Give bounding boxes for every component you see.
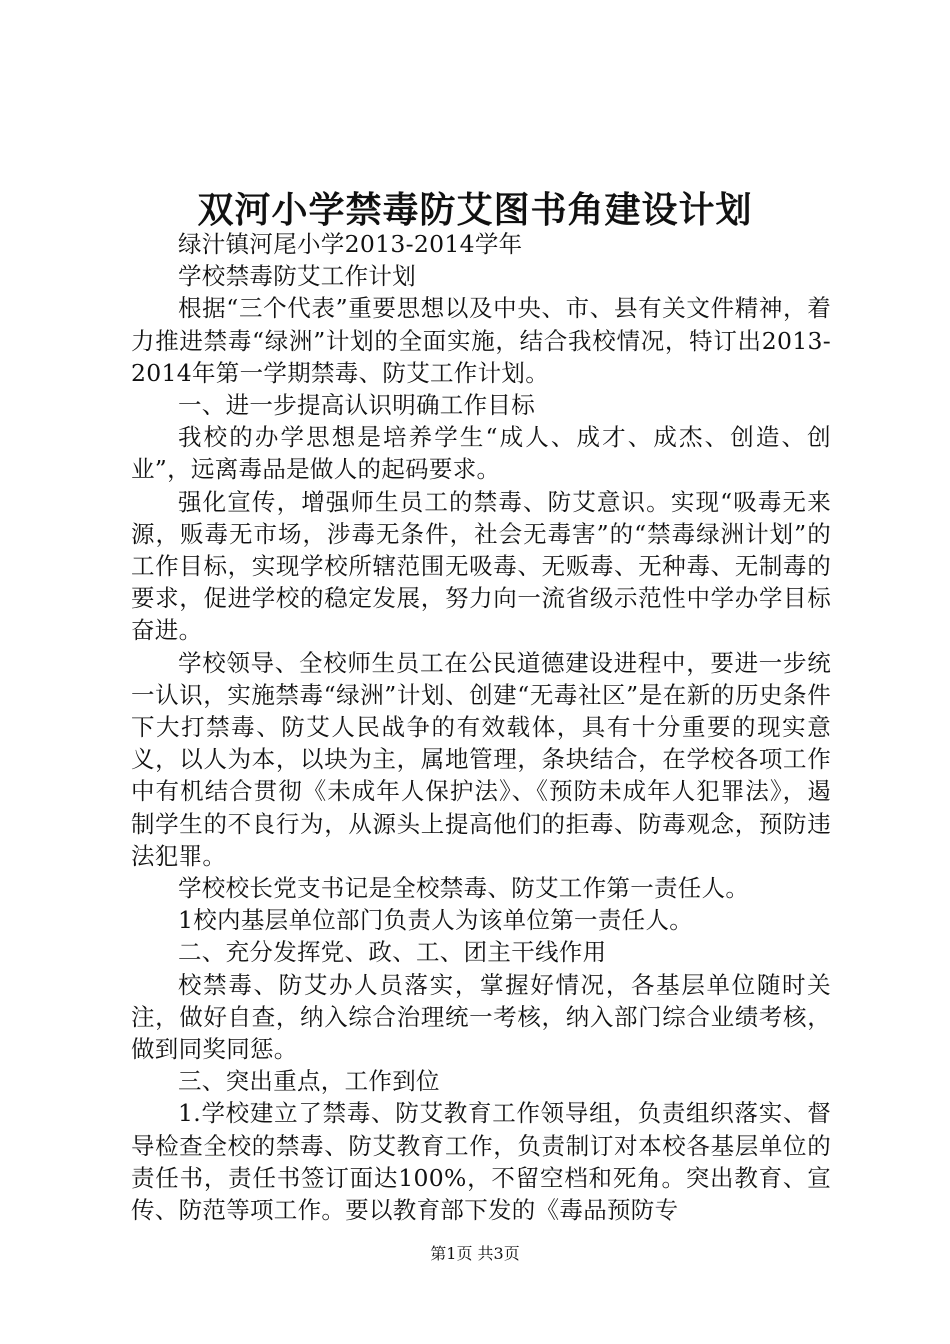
paragraph-principal-responsibility: 学校校长党支书记是全校禁毒、防艾工作第一责任人。 [178,874,750,903]
section-heading-1: 一、进一步提高认识明确工作目标 [178,391,535,420]
document-body [131,228,831,1226]
paragraph-staff-assessment: 校禁毒、防艾办人员落实，掌握好情况，各基层单位随时关注，做好自查，纳入综合治理统一考核，纳入部门综合业绩考核，做到同奖同惩。 [131,970,831,1064]
section-heading-3: 三、突出重点，工作到位 [178,1067,440,1096]
paragraph-leadership-group: 1.学校建立了禁毒、防艾教育工作领导组，负责组织落实、督导检查全校的禁毒、防艾教育工作，负责制订对本校各基层单位的责任书，责任书签订面达100%，不留空档和死角。突出教育、宣传、防范等项工作。要以教育部下发的《毒品预防专 [131,1099,831,1225]
paragraph-plan-name: 学校禁毒防艾工作计划 [178,262,416,291]
page-footer: 第1页 共3页 [430,1244,520,1263]
section-heading-2: 二、充分发挥党、政、工、团主干线作用 [178,938,607,967]
paragraph-unified-understanding: 学校领导、全校师生员工在公民道德建设进程中，要进一步统一认识，实施禁毒“绿洲”计划、创建“无毒社区”是在新的历史条件下大打禁毒、防艾人民战争的有效载体，具有十分重要的现实意义，以人为本，以块为主，属地管理，条块结合，在学校各项工作中有机结合贯彻《未成年人保护法》、《预防未成年人犯罪法》，遏制学生的不良行为，从源头上提高他们的拒毒、防毒观念，预防违法犯罪。 [131,648,831,870]
paragraph-school-philosophy: 我校的办学思想是培养学生“成人、成才、成杰、创造、创业”，远离毒品是做人的起码要求。 [131,423,831,484]
paragraph-unit-responsibility: 1校内基层单位部门负责人为该单位第一责任人。 [178,906,694,935]
paragraph-intro: 根据“三个代表”重要思想以及中央、市、县有关文件精神，着力推进禁毒“绿洲”计划的全面实施，结合我校情况，特订出2013-2014年第一学期禁毒、防艾工作计划。 [131,294,831,387]
document-title: 双河小学禁毒防艾图书角建设计划 [197,189,753,231]
paragraph-publicity-goals: 强化宣传，增强师生员工的禁毒、防艾意识。实现“吸毒无来源，贩毒无市场，涉毒无条件，社会无毒害”的“禁毒绿洲计划”的工作目标，实现学校所辖范围无吸毒、无贩毒、无种毒、无制毒的要求，促进学校的稳定发展，努力向一流省级示范性中学办学目标奋进。 [131,487,831,645]
paragraph-school-year: 绿汁镇河尾小学2013-2014学年 [178,230,523,258]
